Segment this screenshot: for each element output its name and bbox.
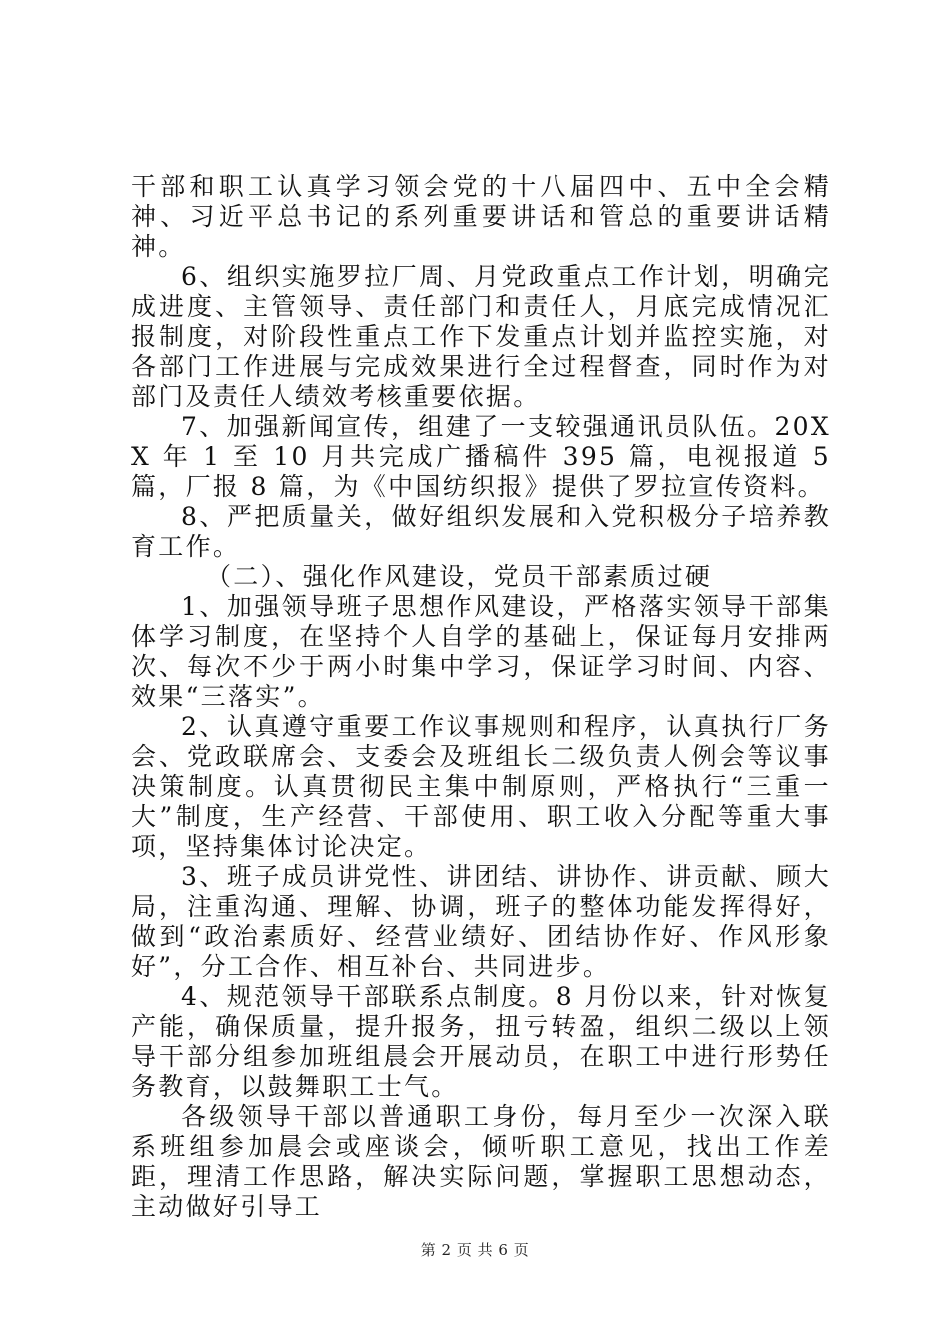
paragraph-item-7: 7、加强新闻宣传，组建了一支较强通讯员队伍。20XX 年 1 至 10 月共完成广播稿件 395 篇，电视报道 5 篇，厂报 8 篇，为《中国纺织报》提供了罗拉宣传资料。 <box>131 412 831 501</box>
section-heading: （二）、强化作风建设，党员干部素质过硬 <box>206 562 713 591</box>
paragraph-continuation: 干部和职工认真学习领会党的十八届四中、五中全会精神、习近平总书记的系列重要讲话和管总的重要讲话精神。 <box>131 172 831 261</box>
paragraph-item-8: 8、严把质量关，做好组织发展和入党积极分子培养教育工作。 <box>131 502 831 561</box>
paragraph-item-6: 6、组织实施罗拉厂周、月党政重点工作计划，明确完成进度、主管领导、责任部门和责任人，月底完成情况汇报制度，对阶段性重点工作下发重点计划并监控实施，对各部门工作进展与完成效果进行全过程督查，同时作为对部门及责任人绩效考核重要依据。 <box>131 262 831 411</box>
document-body <box>131 172 831 1222</box>
paragraph-item-1: 1、加强领导班子思想作风建设，严格落实领导干部集体学习制度，在坚持个人自学的基础上，保证每月安排两次、每次不少于两小时集中学习，保证学习时间、内容、效果“三落实”。 <box>131 592 831 711</box>
paragraph-item-2: 2、认真遵守重要工作议事规则和程序，认真执行厂务会、党政联席会、支委会及班组长二级负责人例会等议事决策制度。认真贯彻民主集中制原则，严格执行“三重一大”制度，生产经营、干部使用、职工收入分配等重大事项，坚持集体讨论决定。 <box>131 712 831 861</box>
paragraph-item-4: 4、规范领导干部联系点制度。8 月份以来，针对恢复产能，确保质量，提升报务，扭亏转盈，组织二级以上领导干部分组参加班组晨会开展动员，在职工中进行形势任务教育，以鼓舞职工士气。 <box>131 982 831 1101</box>
page-footer <box>0 1239 950 1260</box>
paragraph-leaders: 各级领导干部以普通职工身份，每月至少一次深入联系班组参加晨会或座谈会，倾听职工意见，找出工作差距，理清工作思路，解决实际问题，掌握职工思想动态，主动做好引导工 <box>131 1102 831 1221</box>
page-number-label: 第 2 页 共 6 页 <box>420 1241 530 1259</box>
paragraph-item-3: 3、班子成员讲党性、讲团结、讲协作、讲贡献、顾大局，注重沟通、理解、协调，班子的整体功能发挥得好，做到“政治素质好、经营业绩好、团结协作好、作风形象好”，分工合作、相互补台、共同进步。 <box>131 862 831 981</box>
